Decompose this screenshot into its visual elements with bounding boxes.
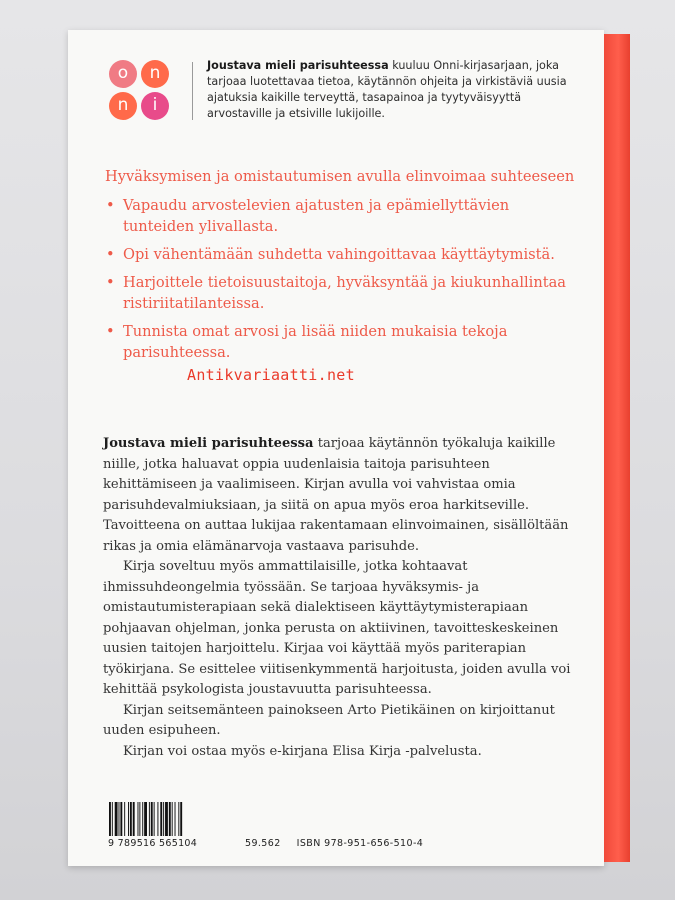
promo-bullet-text: Vapaudu arvostelevien ajatusten ja epämiellyttävien tunteiden ylivallasta.	[123, 197, 510, 235]
barcode-bar	[109, 802, 111, 836]
barcode-bar	[165, 802, 168, 836]
promo-bullet	[105, 195, 575, 237]
description-paragraph: Kirja soveltuu myös ammattilaisille, jotka kohtaavat ihmissuhdeongelmia työssään. Se tarjoaa hyväksymis- ja omistautumisterapiaan sekä dialektiseen käyttäytymisterapiaan pohjaavan ohjelman, jonka perusta on aktiivinen, tavoitteskeskeinen uusien taitojen harjoittelu. Kirjaa voi käyttää myös pariterapian työkirjana. Se esittelee viitisenkymmentä harjoitusta, joiden avulla voi kehittää psykologista joustavuutta parisuhteessa.	[103, 559, 571, 697]
isbn-number: ISBN 978-951-656-510-4	[296, 838, 424, 849]
series-book-title: Joustava mieli parisuhteessa	[207, 59, 389, 72]
bullet-icon: •	[106, 246, 115, 263]
promo-bullet	[105, 321, 575, 363]
barcode-bar	[178, 802, 179, 836]
promo-bullet-list	[105, 195, 575, 363]
barcode-bar	[157, 802, 158, 836]
promo-intro: Hyväksymisen ja omistautumisen avulla elinvoimaa suhteeseen	[105, 168, 575, 185]
barcode-bar	[112, 802, 113, 836]
promo-bullet-text: Harjoittele tietoisuustaitoja, hyväksyntää ja kiukunhallintaa ristiriitatilanteissa.	[123, 274, 566, 312]
barcode-bar	[138, 802, 139, 836]
description-paragraph: Kirjan seitsemänteen painokseen Arto Pietikäinen on kirjoittanut uuden esipuheen.	[103, 702, 555, 738]
isbn-line	[245, 838, 439, 849]
description-text: tarjoaa käytännön työkaluja kaikille niille, jotka haluavat oppia uudenlaisia taitoja parisuhteen kehittämiseen ja vaalimiseen. Kirjan avulla voi vahvistaa omia parisuhdevalmiuksiaan, ja siitä on apua myös eroa harkitseville. Tavoitteena on auttaa lukijaa rakentamaan elinvoimainen, sisällöltään rikas ja omia elämänarvoja vastaava parisuhde.	[103, 436, 569, 554]
description-paragraph: Kirjan voi ostaa myös e-kirjana Elisa Kirja -palvelusta.	[123, 743, 482, 759]
barcode-bar	[133, 802, 135, 836]
promo-bullet	[105, 272, 575, 314]
barcode-bar	[144, 802, 147, 836]
barcode-bar	[163, 802, 164, 836]
barcode-bar	[120, 802, 122, 836]
barcode-bar	[139, 802, 140, 836]
barcode-bar	[149, 802, 150, 836]
barcode-bars	[108, 802, 208, 836]
promo-section	[105, 166, 575, 370]
logo-letter: o	[109, 60, 137, 88]
logo-letter: n	[109, 92, 137, 120]
bullet-icon: •	[106, 197, 115, 214]
book-spine	[604, 34, 630, 862]
description-book-title: Joustava mieli parisuhteessa	[103, 436, 314, 451]
book-description	[103, 434, 581, 762]
barcode-bar	[180, 802, 182, 836]
barcode-bar	[119, 802, 120, 836]
series-blurb	[207, 58, 589, 122]
barcode-bar	[115, 802, 118, 836]
book-back-cover	[68, 30, 604, 866]
barcode-bar	[151, 802, 153, 836]
logo-letter: n	[141, 60, 169, 88]
watermark: Antikvariaatti.net	[187, 366, 355, 384]
barcode-bar	[160, 802, 162, 836]
barcode-bar	[130, 802, 132, 836]
bullet-icon: •	[106, 323, 115, 340]
promo-bullet	[105, 244, 575, 265]
onni-logo	[109, 60, 173, 124]
barcode-bar	[124, 802, 125, 836]
barcode-number: 9 789516 565104	[108, 838, 198, 849]
description-paragraph	[103, 434, 581, 557]
logo-letter: i	[141, 92, 169, 120]
logo-divider	[192, 62, 193, 120]
series-text: kuuluu Onni-kirjasarjaan, joka tarjoaa luotettavaa tietoa, käytännön ohjeita ja virkistäviä uusia ajatuksia kaikille terveyttä, tasapainoa ja tyytyväisyyttä arvostaville ja etsiville lukijoille.	[207, 59, 567, 120]
barcode-bar	[172, 802, 173, 836]
bullet-icon: •	[106, 274, 115, 291]
barcode-bar	[175, 802, 176, 836]
promo-bullet-text: Opi vähentämään suhdetta vahingoittavaa käyttäytymistä.	[123, 246, 555, 263]
barcode-bar	[169, 802, 171, 836]
promo-bullet-text: Tunnista omat arvosi ja lisää niiden mukaisia tekoja parisuhteessa.	[123, 323, 508, 361]
barcode-bar	[154, 802, 155, 836]
class-code: 59.562	[245, 838, 281, 849]
barcode-bar	[142, 802, 143, 836]
barcode-bar	[128, 802, 129, 836]
